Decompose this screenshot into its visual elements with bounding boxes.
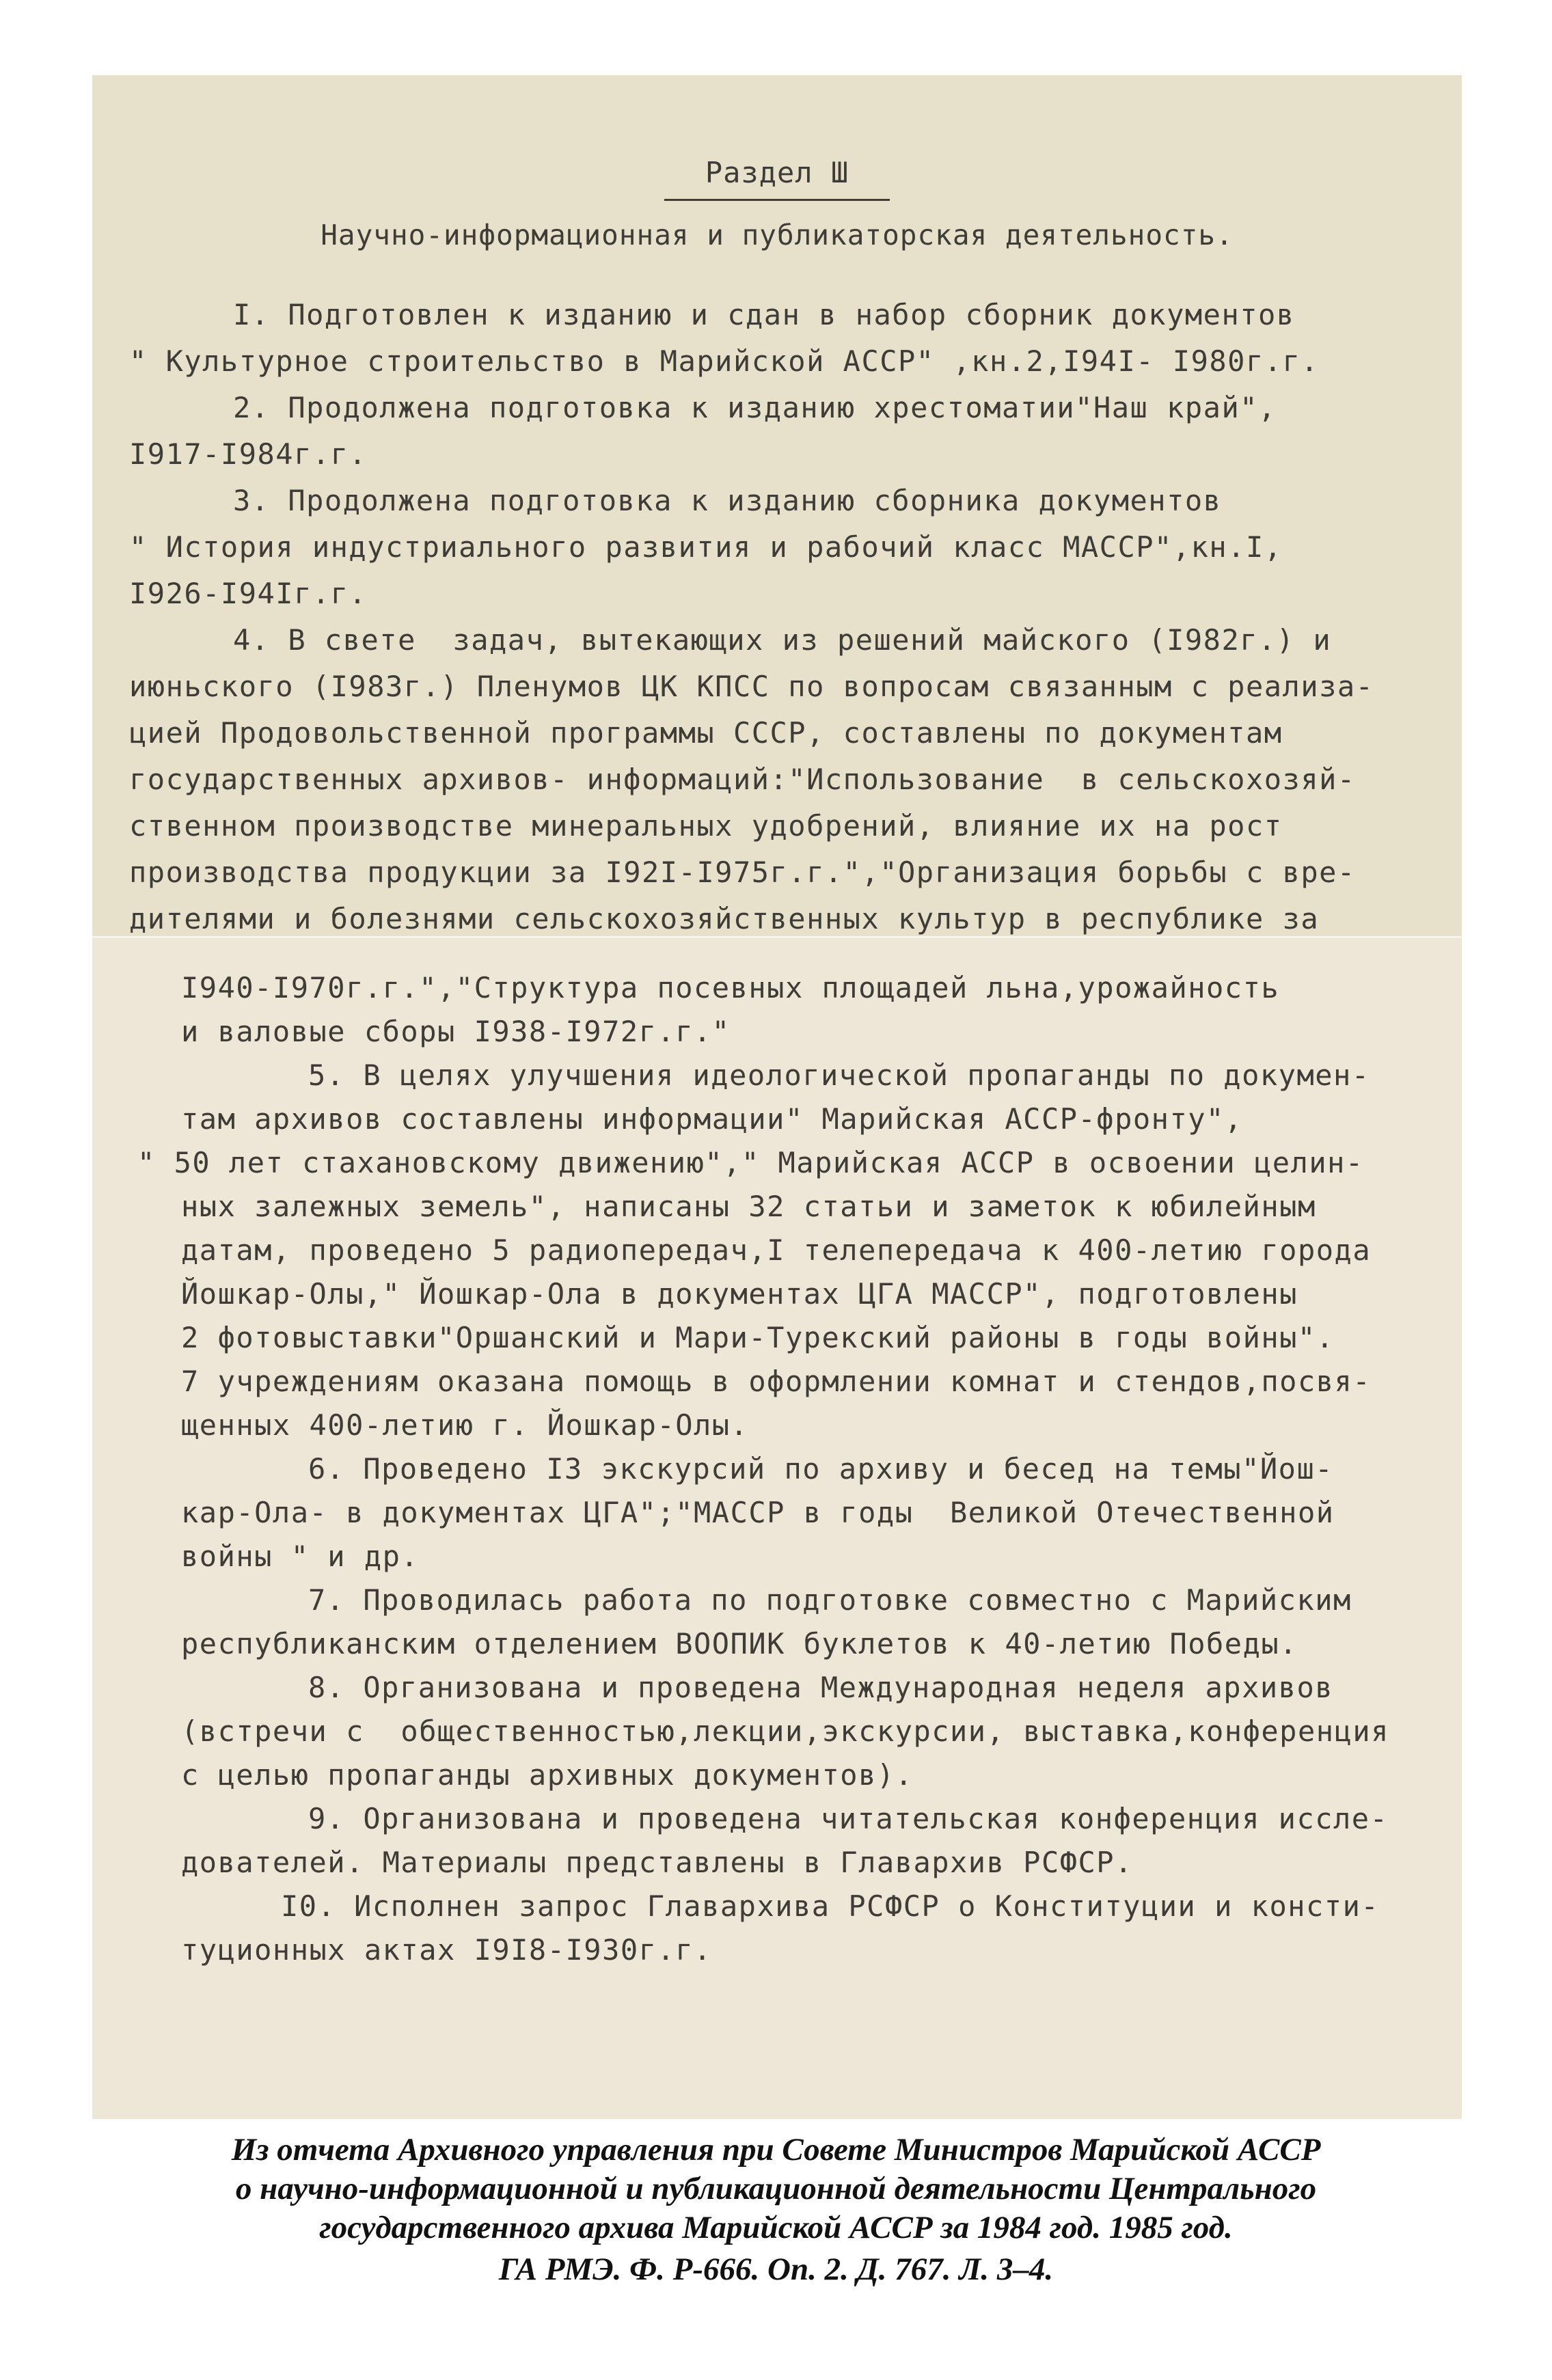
text-line: Йошкар-Олы," Йошкар-Ола в документах ЦГА МАССР", подготовлены bbox=[181, 1277, 1298, 1311]
text-line: " Культурное строительство в Марийской АССР" ,кн.2,I94I- I980г.г. bbox=[129, 344, 1320, 378]
text-line: 7. Проводилась работа по подготовке совместно с Марийским bbox=[308, 1583, 1352, 1617]
text-line: дителями и болезнями сельскохозяйственных культур в республике за bbox=[129, 902, 1320, 935]
text-line: ственном производстве минеральных удобрений, влияние их на рост bbox=[129, 809, 1283, 843]
text-line: туционных актах I9I8-I930г.г. bbox=[181, 1933, 712, 1967]
text-line: 9. Организована и проведена читательская конференция иссле- bbox=[308, 1802, 1389, 1835]
text-line: июньского (I983г.) Пленумов ЦК КПСС по вопросам связанным с реализа- bbox=[129, 670, 1374, 703]
text-line: I926-I94Iг.г. bbox=[129, 577, 368, 610]
text-line: кар-Ола- в документах ЦГА";"МАССР в годы Великой Отечественной bbox=[181, 1496, 1335, 1529]
caption-line: о научно-информационной и публикационной деятельности Центрального bbox=[235, 2171, 1317, 2206]
scanned-page-bottom bbox=[92, 936, 1462, 2119]
text-line: 2 фотовыставки"Оршанский и Мари-Турекский районы в годы войны". bbox=[181, 1321, 1335, 1354]
text-line: там архивов составлены информации" Марийская АССР-фронту", bbox=[181, 1102, 1243, 1136]
section-subtitle: Научно-информационная и публикаторская деятельность. bbox=[321, 219, 1234, 251]
text-line: " История индустриального развития и рабочий класс МАССР",кн.I, bbox=[129, 530, 1283, 564]
scanned-page-top bbox=[92, 75, 1462, 936]
text-line: государственных архивов- информаций:"Использование в сельскохозяй- bbox=[129, 763, 1356, 796]
text-line: производства продукции за I92I-I975г.г.","Организация борьбы с вре- bbox=[129, 856, 1356, 889]
section-title: Раздел Ш bbox=[92, 156, 1462, 201]
text-line: 2. Продолжена подготовка к изданию хрестоматии"Наш край", bbox=[233, 391, 1277, 424]
text-line: войны " и др. bbox=[181, 1540, 420, 1573]
text-line: дователей. Материалы представлены в Главархив РСФСР. bbox=[181, 1846, 1133, 1879]
text-line: с целью пропаганды архивных документов). bbox=[181, 1758, 914, 1792]
caption-line: Из отчета Архивного управления при Совете Министров Марийской АССР bbox=[231, 2132, 1321, 2167]
archive-reference: ГА РМЭ. Ф. Р-666. Оп. 2. Д. 767. Л. 3–4. bbox=[498, 2252, 1054, 2287]
text-line: I940-I970г.г.","Структура посевных площадей льна,урожайность bbox=[181, 971, 1280, 1004]
document-caption bbox=[0, 2131, 1552, 2247]
text-line: щенных 400-летию г. Йошкар-Олы. bbox=[181, 1408, 749, 1442]
text-line: и валовые сборы I938-I972г.г." bbox=[181, 1015, 731, 1048]
text-line: " 50 лет стахановскому движению"," Марийская АССР в освоении целин- bbox=[137, 1146, 1364, 1179]
text-line: 3. Продолжена подготовка к изданию сборника документов bbox=[233, 484, 1222, 517]
text-line: 7 учреждениям оказана помощь в оформлении комнат и стендов,посвя- bbox=[181, 1365, 1372, 1398]
text-line: ных залежных земель", написаны 32 статьи и заметок к юбилейным bbox=[181, 1190, 1316, 1223]
text-line: I917-I984г.г. bbox=[129, 437, 368, 471]
text-line: 5. В целях улучшения идеологической пропаганды по докумен- bbox=[308, 1058, 1370, 1092]
text-line: (встречи с общественностью,лекции,экскурсии, выставка,конференция bbox=[181, 1714, 1389, 1748]
caption-line: государственного архива Марийской АССР за 1984 год. 1985 год. bbox=[319, 2210, 1233, 2245]
text-line: 4. В свете задач, вытекающих из решений майского (I982г.) и bbox=[233, 623, 1332, 657]
text-line: I. Подготовлен к изданию и сдан в набор сборник документов bbox=[233, 298, 1295, 331]
text-line: республиканским отделением ВООПИК буклетов к 40-летию Победы. bbox=[181, 1627, 1298, 1660]
text-line: датам, проведено 5 радиопередач,I телепередача к 400-летию города bbox=[181, 1233, 1372, 1267]
text-line: цией Продовольственной программы СССР, составлены по документам bbox=[129, 716, 1283, 750]
text-line: 6. Проведено I3 экскурсий по архиву и бесед на темы"Йош- bbox=[308, 1452, 1334, 1486]
text-line: 8. Организована и проведена Международная неделя архивов bbox=[308, 1671, 1334, 1704]
text-line: I0. Исполнен запрос Главархива РСФСР о Конституции и консти- bbox=[281, 1889, 1380, 1923]
